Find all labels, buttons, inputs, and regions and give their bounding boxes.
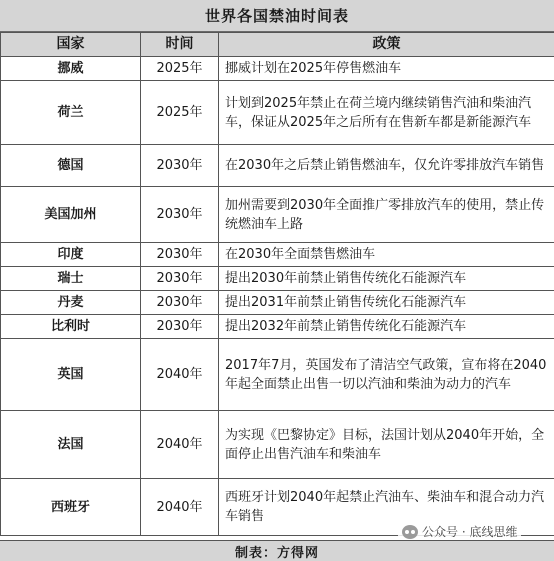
wechat-icon: [402, 525, 418, 539]
header-country: 国家: [1, 33, 141, 57]
policy-cell: 挪威计划在2025年停售燃油车: [219, 57, 554, 81]
year-cell: 2040年: [141, 411, 219, 479]
table-title: 世界各国禁油时间表: [0, 0, 554, 32]
country-cell: 英国: [1, 339, 141, 411]
ban-timeline-table: [0, 32, 554, 536]
year-cell: 2030年: [141, 291, 219, 315]
year-cell: 2025年: [141, 81, 219, 145]
header-time: 时间: [141, 33, 219, 57]
table-row: [1, 291, 554, 315]
table-row: [1, 315, 554, 339]
year-cell: 2030年: [141, 187, 219, 243]
table-row: [1, 411, 554, 479]
year-cell: 2040年: [141, 479, 219, 536]
table-row: [1, 81, 554, 145]
policy-cell: 西班牙计划2040年起禁止汽油车、柴油车和混合动力汽车销售: [219, 479, 554, 536]
country-cell: 印度: [1, 243, 141, 267]
policy-cell: 提出2031年前禁止销售传统化石能源汽车: [219, 291, 554, 315]
year-cell: 2025年: [141, 57, 219, 81]
year-cell: 2030年: [141, 315, 219, 339]
country-cell: 法国: [1, 411, 141, 479]
account-watermark: [398, 523, 521, 540]
header-policy: 政策: [219, 33, 554, 57]
country-cell: 西班牙: [1, 479, 141, 536]
country-cell: 挪威: [1, 57, 141, 81]
table-row: [1, 57, 554, 81]
policy-cell: 提出2030年前禁止销售传统化石能源汽车: [219, 267, 554, 291]
table-row: [1, 187, 554, 243]
watermark-text: 公众号 · 底线思维: [422, 525, 518, 539]
policy-cell: 2017年7月，英国发布了清洁空气政策，宣布将在2040年起全面禁止出售一切以汽油和柴油为动力的汽车: [219, 339, 554, 411]
country-cell: 瑞士: [1, 267, 141, 291]
policy-cell: 在2030年全面禁售燃油车: [219, 243, 554, 267]
year-cell: 2030年: [141, 243, 219, 267]
table-row: [1, 267, 554, 291]
table-row: [1, 243, 554, 267]
policy-cell: 为实现《巴黎协定》目标，法国计划从2040年开始，全面停止出售汽油车和柴油车: [219, 411, 554, 479]
country-cell: 荷兰: [1, 81, 141, 145]
year-cell: 2030年: [141, 145, 219, 187]
policy-cell: 提出2032年前禁止销售传统化石能源汽车: [219, 315, 554, 339]
policy-cell: 计划到2025年禁止在荷兰境内继续销售汽油和柴油汽车，保证从2025年之后所有在售新车都是新能源汽车: [219, 81, 554, 145]
table-row: [1, 145, 554, 187]
country-cell: 丹麦: [1, 291, 141, 315]
year-cell: 2030年: [141, 267, 219, 291]
country-cell: 美国加州: [1, 187, 141, 243]
header-row: [1, 33, 554, 57]
table-footer: 制表：方得网: [0, 540, 554, 561]
country-cell: 比利时: [1, 315, 141, 339]
year-cell: 2040年: [141, 339, 219, 411]
table-row: [1, 339, 554, 411]
policy-cell: 加州需要到2030年全面推广零排放汽车的使用，禁止传统燃油车上路: [219, 187, 554, 243]
policy-cell: 在2030年之后禁止销售燃油车，仅允许零排放汽车销售: [219, 145, 554, 187]
country-cell: 德国: [1, 145, 141, 187]
